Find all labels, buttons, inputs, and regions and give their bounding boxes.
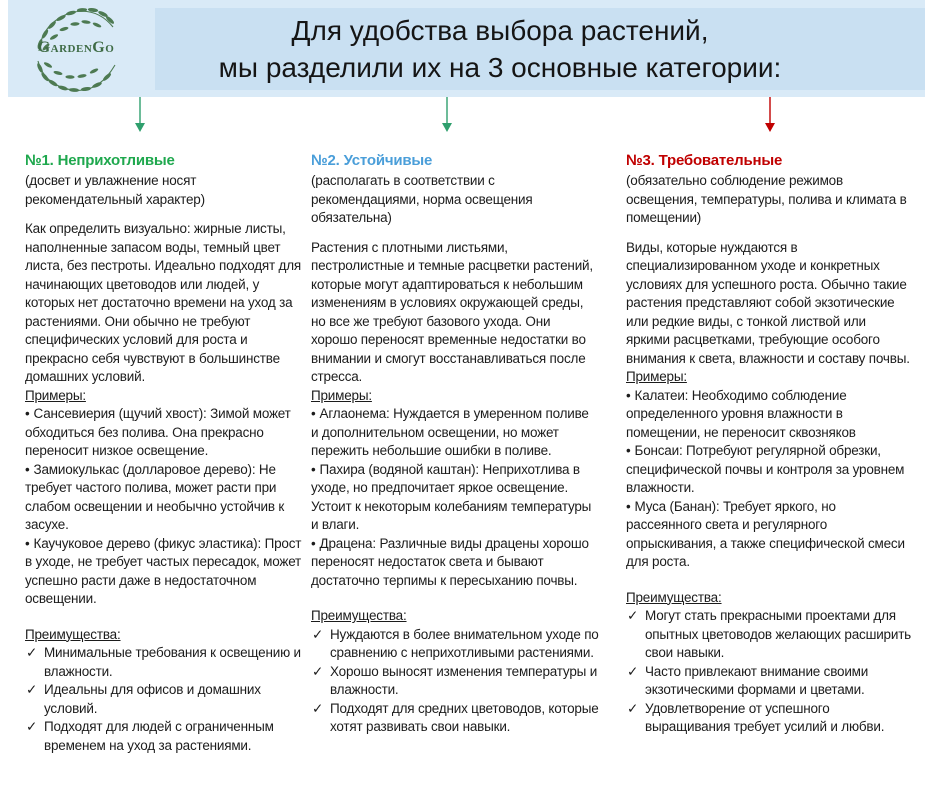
- category-description: Виды, которые нуждаются в специализированном уходе и конкретных условиях для успешного роста. Обычно такие растения представляют собой экзотические или редкие виды, с тонкой листвой или яркими расцветками, требующие особого внимания к света, влажности и составу почвы.: [626, 239, 910, 366]
- advantages-list: [25, 644, 302, 755]
- check-icon: ✓: [26, 645, 38, 660]
- category-column-1: [25, 150, 302, 755]
- example-text: Аглаонема: Нуждается в умеренном поливе и дополнительном освещении, но может пережить небольшие ошибки в поливе.: [311, 406, 589, 458]
- example-item: [626, 387, 912, 443]
- examples-label: Примеры:: [626, 369, 687, 384]
- header-banner: [8, 0, 925, 97]
- advantage-item: [25, 718, 302, 755]
- example-item: [25, 461, 302, 535]
- advantage-item: [25, 681, 302, 718]
- category-column-2: [311, 150, 599, 755]
- check-icon: ✓: [627, 663, 639, 679]
- check-icon: ✓: [312, 663, 324, 679]
- example-text: Замиокулькас (долларовое дерево): Не требует частого полива, может расти при слабом освещении и необычно устойчив к засухе.: [25, 461, 285, 532]
- advantage-item: [626, 663, 912, 700]
- example-item: [311, 461, 599, 535]
- bullet-icon: •: [311, 461, 316, 477]
- example-item: [25, 535, 302, 609]
- arrow-line: [446, 97, 448, 123]
- category-heading: №2. Устойчивые: [311, 152, 433, 169]
- advantages-list: [311, 626, 599, 737]
- example-text: Каучуковое дерево (фикус эластика): Прост в уходе, не требует частых пересадок, может успешно расти даже в недостаточном освещении.: [25, 535, 302, 606]
- categories: [25, 150, 912, 755]
- check-icon: ✓: [312, 626, 324, 642]
- check-icon: ✓: [26, 719, 38, 734]
- advantage-item: [626, 607, 912, 663]
- example-text: Калатеи: Необходимо соблюдение определенного уровня влажности в помещении, не переносит сквозняков: [626, 387, 856, 440]
- advantage-item: [25, 644, 302, 681]
- advantages-label: Преимущества:: [626, 589, 722, 605]
- example-text: Пахира (водяной каштан): Неприхотлива в уходе, но предпочитает яркое освещение. Устоит к некоторым колебаниям температуры и влаги.: [311, 461, 592, 532]
- advantages-label: Преимущества:: [25, 626, 121, 642]
- example-text: Сансевиерия (щучий хвост): Зимой может обходиться без полива. Она прекрасно переносит низкое освещение.: [25, 406, 291, 458]
- example-text: Муса (Банан): Требует яркого, но рассеянного света и регулярного опрыскивания, а также специфической смеси для роста.: [626, 498, 905, 569]
- arrow-head: [442, 123, 452, 132]
- check-icon: ✓: [312, 700, 324, 716]
- down-arrow-2: [441, 97, 453, 132]
- down-arrow-3: [764, 97, 776, 132]
- check-icon: ✓: [627, 700, 639, 716]
- examples-list: [311, 405, 599, 590]
- advantage-text: Хорошо выносят изменения температуры и влажности.: [330, 663, 598, 697]
- advantage-text: Идеальны для офисов и домашних условий.: [44, 682, 261, 716]
- advantage-item: [311, 626, 599, 663]
- title-box: [155, 8, 925, 90]
- bullet-icon: •: [311, 406, 316, 421]
- category-column-3: [626, 150, 912, 755]
- advantages-list: [626, 607, 912, 737]
- example-item: [311, 405, 599, 461]
- advantage-text: Минимальные требования к освещению и влажности.: [44, 645, 301, 679]
- category-heading: №3. Требовательные: [626, 152, 783, 169]
- category-description: Как определить визуально: жирные листы, наполненные запасом воды, темный цвет листа, без пестроты. Идеально подходят для начинающих цветоводов или людей, у которых нет достаточно времени на уход за растениями. Они обычно не требуют специфических условий для роста и прекрасно себя чувствуют в большинстве домашних условий.: [25, 221, 302, 384]
- advantage-text: Подходят для средних цветоводов, которые хотят развивать свои навыки.: [330, 700, 599, 734]
- examples-label: Примеры:: [311, 387, 372, 403]
- bullet-icon: •: [311, 535, 316, 551]
- advantage-text: Удовлетворение от успешного выращивания требует усилий и любви.: [645, 700, 885, 734]
- example-item: [626, 498, 912, 572]
- examples-label: Примеры:: [25, 387, 86, 403]
- advantage-item: [311, 700, 599, 737]
- advantage-item: [311, 663, 599, 700]
- bullet-icon: •: [25, 406, 30, 421]
- example-item: [25, 405, 302, 461]
- advantage-text: Нуждаются в более внимательном уходе по сравнению с неприхотливыми растениями.: [330, 626, 599, 660]
- category-subtitle: (располагать в соответствии с рекомендациями, норма освещения обязательна): [311, 173, 533, 225]
- examples-list: [25, 405, 302, 609]
- category-arrows: [0, 97, 933, 139]
- bullet-icon: •: [626, 498, 631, 514]
- logo-wordmark: GardenGo: [37, 39, 115, 56]
- example-text: Драцена: Различные виды драцены хорошо переносят недостаток света и бывают достаточно терпимы к пересыханию почвы.: [311, 535, 589, 588]
- bullet-icon: •: [626, 387, 631, 403]
- example-item: [311, 535, 599, 591]
- category-description: Растения с плотными листьями, пестролистные и темные расцветки растений, которые могут адаптироваться к небольшим изменениям в условиях окружающей среды, но все же требуют базового ухода. Они хорошо переносят временные недостатки во внимании и смогут восстанавливаться после стресса.: [311, 239, 593, 384]
- category-heading: №1. Неприхотливые: [25, 152, 175, 169]
- advantage-text: Часто привлекают внимание своими экзотическими формами и цветами.: [645, 663, 869, 697]
- page-title: [155, 12, 845, 86]
- example-item: [626, 442, 912, 498]
- check-icon: ✓: [26, 682, 38, 697]
- category-subtitle: (досвет и увлажнение носят рекомендательный характер): [25, 173, 205, 207]
- page-title-line2: мы разделили их на 3 основные категории:: [218, 52, 782, 83]
- check-icon: ✓: [627, 608, 639, 623]
- advantages-label: Преимущества:: [311, 608, 407, 623]
- bullet-icon: •: [25, 461, 30, 477]
- advantage-text: Могут стать прекрасными проектами для опытных цветоводов желающих расширить свои навыки.: [645, 608, 912, 660]
- bullet-icon: •: [25, 535, 30, 551]
- page-title-line1: Для удобства выбора растений,: [291, 15, 709, 46]
- examples-list: [626, 387, 912, 572]
- example-text: Бонсаи: Потребуют регулярной обрезки, специфической почвы и контроля за уровнем влажности.: [626, 443, 905, 495]
- down-arrow-1: [134, 97, 146, 132]
- arrow-line: [139, 97, 141, 123]
- arrow-head: [765, 123, 775, 132]
- arrow-head: [135, 123, 145, 132]
- arrow-line: [769, 97, 771, 123]
- gardengo-logo: [22, 3, 130, 95]
- bullet-icon: •: [626, 443, 631, 458]
- advantage-item: [626, 700, 912, 737]
- category-subtitle: (обязательно соблюдение режимов освещения, температуры, полива и климата в помещении): [626, 173, 907, 225]
- advantage-text: Подходят для людей с ограниченным временем на уход за растениями.: [44, 719, 274, 753]
